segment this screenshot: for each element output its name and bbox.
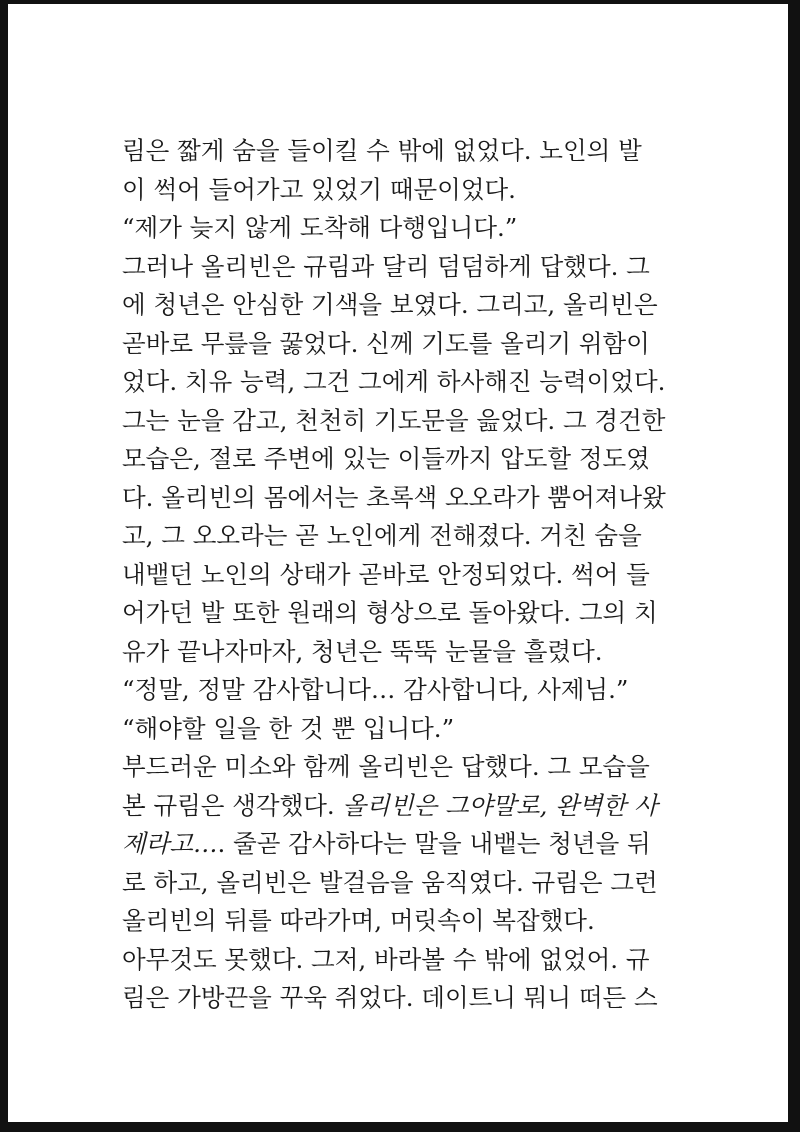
text-line-14: 유가 끝나자마자, 청년은 뚝뚝 눈물을 흘렸다. bbox=[122, 636, 603, 666]
text-line-4: 그러나 올리빈은 규림과 달리 덤덤하게 답했다. 그 bbox=[122, 251, 650, 281]
book-page bbox=[8, 4, 788, 1122]
text-line-11: 고, 그 오오라는 곧 노인에게 전해졌다. 거친 숨을 bbox=[122, 521, 642, 550]
text-line-22: 아무것도 못했다. 그저, 바라볼 수 밖에 없었어. 규 bbox=[122, 944, 650, 974]
text-line-5: 에 청년은 안심한 기색을 보였다. 그리고, 올리빈은 bbox=[122, 290, 658, 319]
text-line-19-regular: . 줄곧 감사하다는 말을 내뱉는 청년을 뒤 bbox=[217, 829, 651, 858]
text-line-2: 이 썩어 들어가고 있었기 때문이었다. bbox=[122, 174, 516, 204]
page-text bbox=[122, 132, 702, 1018]
text-line-9: 모습은, 절로 주변에 있는 이들까지 압도할 정도였 bbox=[122, 444, 650, 473]
text-line-18-italic: 올리빈은 그야말로, 완벽한 사 bbox=[342, 790, 658, 820]
text-line-8: 그는 눈을 감고, 천천히 기도문을 읊었다. 그 경건한 bbox=[122, 405, 666, 435]
text-line-7: 었다. 치유 능력, 그건 그에게 하사해진 능력이었다. bbox=[122, 367, 666, 396]
text-line-3: “제가 늦지 않게 도착해 다행입니다.” bbox=[122, 213, 518, 242]
text-line-15: “정말, 정말 감사합니다… 감사합니다, 사제님.” bbox=[122, 675, 629, 704]
text-line-20: 로 하고, 올리빈은 발걸음을 움직였다. 규림은 그런 bbox=[122, 867, 658, 897]
text-line-10: 다. 올리빈의 몸에서는 초록색 오오라가 뿜어져나왔 bbox=[122, 482, 666, 512]
text-line-12: 내뱉던 노인의 상태가 곧바로 안정되었다. 썩어 들 bbox=[122, 559, 650, 589]
text-line-19 bbox=[122, 825, 702, 864]
text-line-18 bbox=[122, 787, 702, 826]
text-line-19-italic: 제라고… bbox=[122, 829, 218, 858]
text-line-13: 어가던 발 또한 원래의 형상으로 돌아왔다. 그의 치 bbox=[122, 598, 658, 627]
text-line-17: 부드러운 미소와 함께 올리빈은 답했다. 그 모습을 bbox=[122, 752, 650, 781]
text-line-6: 곧바로 무릎을 꿇었다. 신께 기도를 올리기 위함이 bbox=[122, 328, 650, 358]
text-line-23: 림은 가방끈을 꾸욱 쥐었다. 데이트니 뭐니 떠든 스 bbox=[122, 983, 658, 1012]
text-line-1: 림은 짧게 숨을 들이킬 수 밖에 없었다. 노인의 발 bbox=[122, 136, 642, 165]
text-line-21: 올리빈의 뒤를 따라가며, 머릿속이 복잡했다. bbox=[122, 906, 595, 935]
text-line-18-regular: 본 규림은 생각했다. bbox=[122, 790, 343, 820]
text-line-16: “해야할 일을 한 것 뿐 입니다.” bbox=[122, 713, 455, 743]
